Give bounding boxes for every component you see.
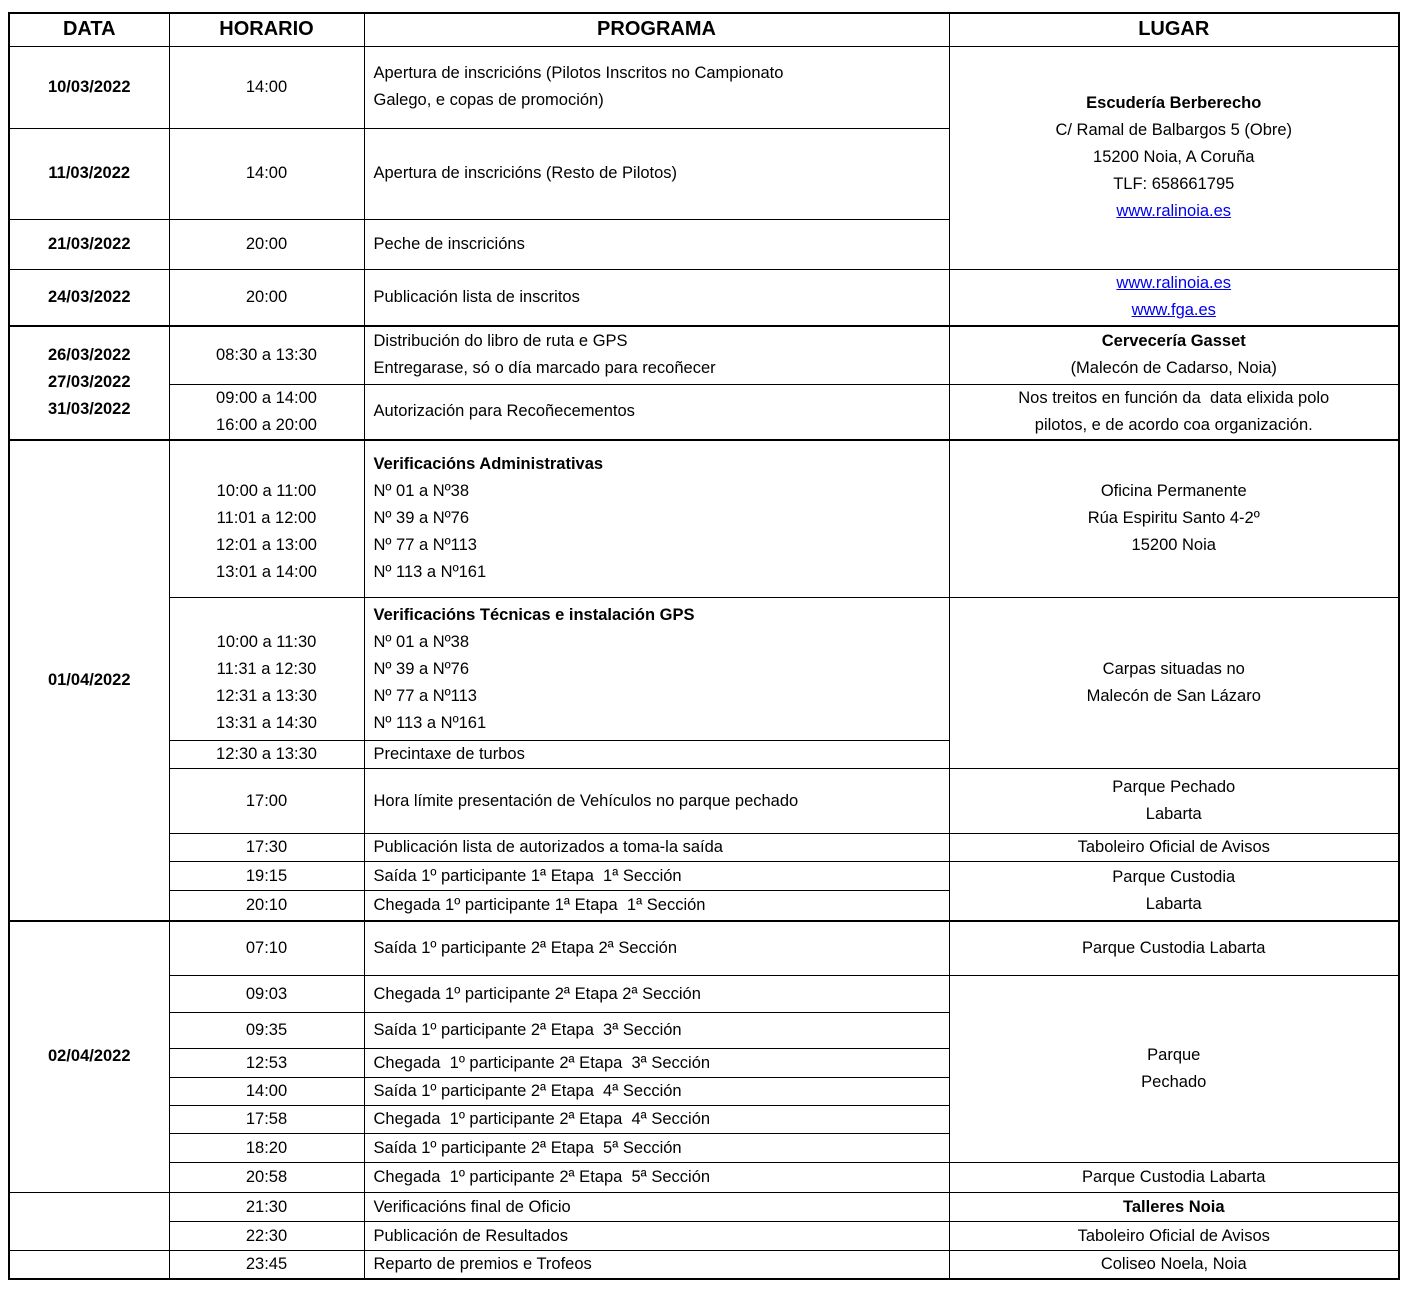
program-cell: Verificacións final de Oficio (364, 1193, 949, 1222)
place-cell: Taboleiro Oficial de Avisos (949, 834, 1399, 862)
time-cell: 12:53 (169, 1049, 364, 1078)
program-cell: Chegada 1º participante 2ª Etapa 5ª Sección (364, 1163, 949, 1193)
time-cell: 18:20 (169, 1134, 364, 1163)
time-cell: 09:03 (169, 976, 364, 1013)
time-cell: 20:00 (169, 269, 364, 326)
program-cell: Chegada 1º participante 1ª Etapa 1ª Sección (364, 891, 949, 921)
time-cell-multi: 10:00 a 11:00 11:01 a 12:00 12:01 a 13:00 13:01 a 14:00 (169, 440, 364, 598)
date-cell-empty (9, 1193, 169, 1251)
header-horario: HORARIO (169, 13, 364, 46)
header-programa: PROGRAMA (364, 13, 949, 46)
date-cell: 21/03/2022 (9, 219, 169, 269)
place-cell: Talleres Noia (949, 1193, 1399, 1222)
date-cell: 11/03/2022 (9, 128, 169, 219)
time-cell: 17:58 (169, 1106, 364, 1134)
time-cell: 21:30 (169, 1193, 364, 1222)
program-cell: Saída 1º participante 1ª Etapa 1ª Sección (364, 862, 949, 891)
date-cell: 24/03/2022 (9, 269, 169, 326)
program-cell: Chegada 1º participante 2ª Etapa 2ª Sección (364, 976, 949, 1013)
time-cell: 17:00 (169, 769, 364, 834)
link-fga[interactable]: www.fga.es (1131, 301, 1216, 320)
date-cell: 10/03/2022 (9, 46, 169, 128)
program-cell: Peche de inscricións (364, 219, 949, 269)
date-cell-multi: 26/03/2022 27/03/2022 31/03/2022 (9, 326, 169, 440)
organizer-phone: TLF: 658661795 (1113, 175, 1235, 193)
program-cell: Publicación de Resultados (364, 1222, 949, 1251)
time-cell: 09:35 (169, 1013, 364, 1049)
time-cell-multi: 10:00 a 11:30 11:31 a 12:30 12:31 a 13:30 13:31 a 14:30 (169, 598, 364, 741)
table-row (9, 598, 1399, 741)
place-cell-venue (949, 326, 1399, 384)
time-cell: 20:00 (169, 219, 364, 269)
place-cell: Coliseo Noela, Noia (949, 1251, 1399, 1280)
header-lugar: LUGAR (949, 13, 1399, 46)
time-cell: 07:10 (169, 921, 364, 976)
time-cell: 08:30 a 13:30 (169, 326, 364, 384)
place-cell-organizer (949, 46, 1399, 269)
date-cell: 01/04/2022 (9, 440, 169, 921)
verif-admin-title: Verificacións Administrativas (373, 455, 604, 474)
place-cell: Taboleiro Oficial de Avisos (949, 1222, 1399, 1251)
program-cell-verif-tech: Verificacións Técnicas e instalación GPS Nº 01 a Nº38 Nº 39 a Nº76 Nº 77 a Nº113 Nº 113 a Nº161 (364, 598, 949, 741)
link-ralinoia[interactable]: www.ralinoia.es (1116, 274, 1232, 293)
program-cell: Reparto de premios e Trofeos (364, 1251, 949, 1280)
place-cell-websites (949, 269, 1399, 326)
program-cell: Saída 1º participante 2ª Etapa 5ª Sección (364, 1134, 949, 1163)
table-row (9, 440, 1399, 598)
venue-detail: (Malecón de Cadarso, Noia) (1070, 359, 1277, 378)
program-cell: Distribución do libro de ruta e GPS Entregarase, só o día marcado para recoñecer (364, 326, 949, 384)
program-cell: Saída 1º participante 2ª Etapa 2ª Sección (364, 921, 949, 976)
program-cell: Precintaxe de turbos (364, 741, 949, 769)
organizer-street: C/ Ramal de Balbargos 5 (Obre) (1055, 121, 1293, 139)
table-row (9, 1251, 1399, 1280)
time-cell: 12:30 a 13:30 (169, 741, 364, 769)
program-cell: Apertura de inscricións (Pilotos Inscritos no Campionato Galego, e copas de promoción) (364, 46, 949, 128)
program-cell: Publicación lista de inscritos (364, 269, 949, 326)
table-row (9, 269, 1399, 326)
place-cell: Parque Custodia Labarta (949, 862, 1399, 921)
program-cell: Chegada 1º participante 2ª Etapa 3ª Sección (364, 1049, 949, 1078)
table-row (9, 769, 1399, 834)
date-cell-empty (9, 1251, 169, 1280)
program-cell: Apertura de inscricións (Resto de Pilotos) (364, 128, 949, 219)
program-cell: Saída 1º participante 2ª Etapa 4ª Sección (364, 1078, 949, 1106)
place-cell: Parque Pechado (949, 976, 1399, 1163)
place-cell-office: Oficina Permanente Rúa Espiritu Santo 4-2º 15200 Noia (949, 440, 1399, 598)
header-row (9, 13, 1399, 46)
time-cell: 19:15 (169, 862, 364, 891)
time-cell: 23:45 (169, 1251, 364, 1280)
time-cell: 20:10 (169, 891, 364, 921)
link-ralinoia[interactable]: www.ralinoia.es (1116, 202, 1232, 220)
table-row (9, 46, 1399, 128)
time-cell: 17:30 (169, 834, 364, 862)
time-cell: 14:00 (169, 46, 364, 128)
organizer-name: Escudería Berberecho (1086, 94, 1262, 112)
date-cell: 02/04/2022 (9, 921, 169, 1193)
table-row (9, 862, 1399, 891)
organizer-city: 15200 Noia, A Coruña (1093, 148, 1255, 166)
table-row (9, 834, 1399, 862)
place-cell: Parque Custodia Labarta (949, 921, 1399, 976)
program-cell: Chegada 1º participante 2ª Etapa 4ª Sección (364, 1106, 949, 1134)
table-row (9, 976, 1399, 1013)
time-cell: 22:30 (169, 1222, 364, 1251)
place-cell: Parque Custodia Labarta (949, 1163, 1399, 1193)
table-row (9, 921, 1399, 976)
schedule-table (8, 12, 1400, 1280)
time-cell: 14:00 (169, 1078, 364, 1106)
verif-tech-title: Verificacións Técnicas e instalación GPS (373, 605, 695, 624)
table-row (9, 1193, 1399, 1222)
table-row (9, 326, 1399, 384)
table-row (9, 1163, 1399, 1193)
program-cell: Saída 1º participante 2ª Etapa 3ª Sección (364, 1013, 949, 1049)
program-cell: Publicación lista de autorizados a toma-la saída (364, 834, 949, 862)
program-cell: Hora límite presentación de Vehículos no parque pechado (364, 769, 949, 834)
place-cell: Carpas situadas no Malecón de San Lázaro (949, 598, 1399, 769)
time-cell: 20:58 (169, 1163, 364, 1193)
program-cell-verif-admin: Verificacións Administrativas Nº 01 a Nº38 Nº 39 a Nº76 Nº 77 a Nº113 Nº 113 a Nº161 (364, 440, 949, 598)
time-cell: 14:00 (169, 128, 364, 219)
program-cell: Autorización para Recoñecementos (364, 384, 949, 440)
place-cell: Nos treitos en función da data elixida polo pilotos, e de acordo coa organización. (949, 384, 1399, 440)
time-cell: 09:00 a 14:00 16:00 a 20:00 (169, 384, 364, 440)
venue-name: Cervecería Gasset (1101, 332, 1246, 351)
table-row (9, 1222, 1399, 1251)
header-data: DATA (9, 13, 169, 46)
place-cell: Parque Pechado Labarta (949, 769, 1399, 834)
table-row (9, 384, 1399, 440)
